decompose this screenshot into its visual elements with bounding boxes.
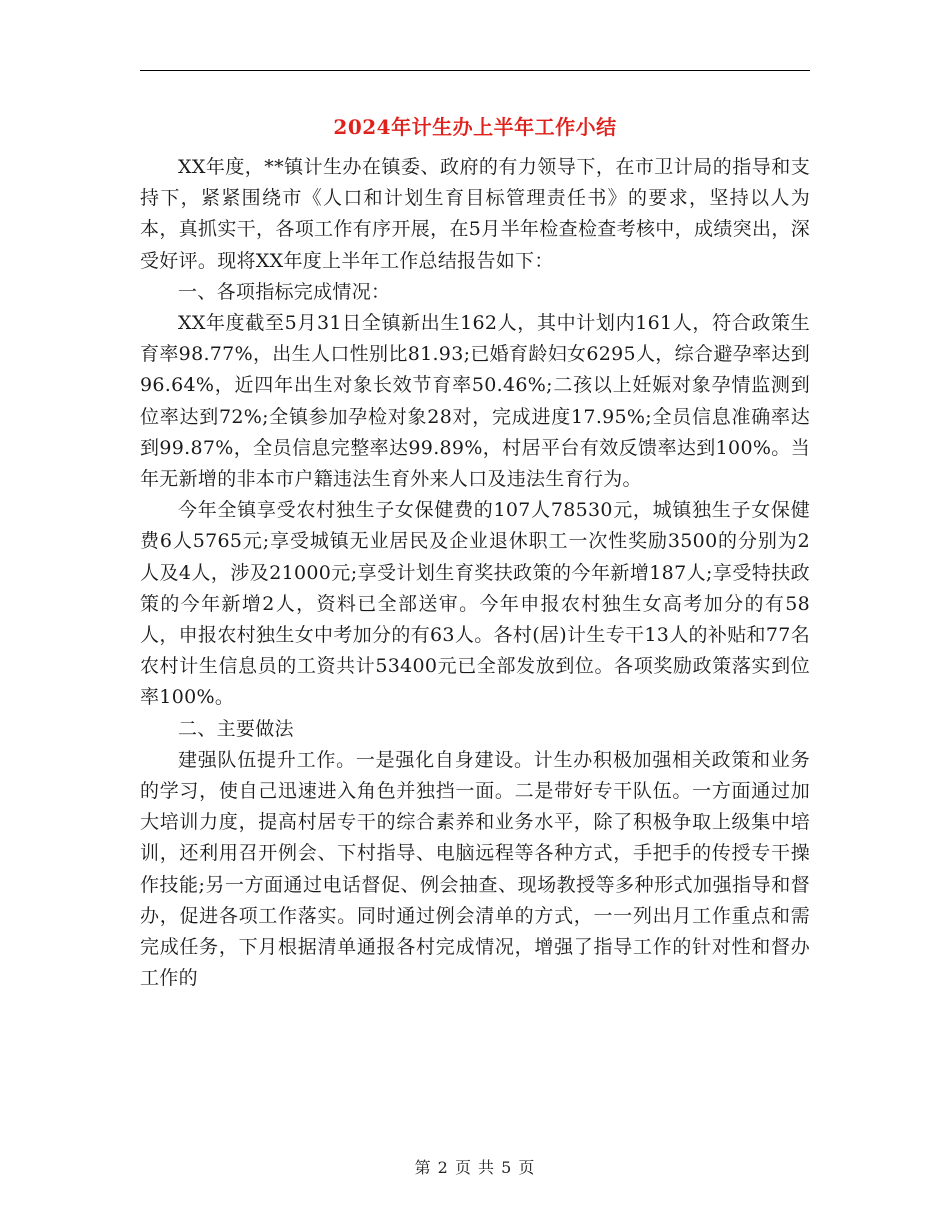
paragraph-intro: XX年度，**镇计生办在镇委、政府的有力领导下，在市卫计局的指导和支持下，紧紧围绕市《人口和计划生育目标管理责任书》的要求，坚持以人为本，真抓实干，各项工作有序开展，在5月半年检查检查考核中，成绩突出，深受好评。现将XX年度上半年工作总结报告如下： — [140, 156, 810, 272]
page-number-footer: 第 2 页 共 5 页 — [414, 1158, 536, 1177]
section-heading-1: 一、各项指标完成情况： — [178, 280, 391, 303]
paragraph-indicators: XX年度截至5月31日全镇新出生162人，其中计划内161人，符合政策生育率98.77%，出生人口性别比81.93;已婚育龄妇女6295人，综合避孕率达到96.64%，近四年出生对象长效节育率50.46%;二孩以上妊娠对象孕情监测到位率达到72%;全镇参加孕检对象28对，完成进度17.95%;全员信息准确率达到99.87%，全员信息完整率达99.89%，村居平台有效反馈率达到100%。当年无新增的非本市户籍违法生育外来人口及违法生育行为。 — [140, 312, 810, 491]
header-rule — [140, 70, 810, 71]
paragraph-subsidies: 今年全镇享受农村独生子女保健费的107人78530元，城镇独生子女保健费6人5765元;享受城镇无业居民及企业退休职工一次性奖励3500的分别为2人及4人，涉及21000元;享受计划生育奖扶政策的今年新增187人;享受特扶政策的今年新增2人，资料已全部送审。今年申报农村独生女高考加分的有58人，申报农村独生女中考加分的有63人。各村(居)计生专干13人的补贴和77名农村计生信息员的工资共计53400元已全部发放到位。各项奖励政策落实到位率100%。 — [140, 499, 810, 709]
document-title: 2024年计生办上半年工作小结 — [333, 115, 617, 139]
paragraph-methods: 建强队伍提升工作。一是强化自身建设。计生办积极加强相关政策和业务的学习，使自己迅速进入角色并独挡一面。二是带好专干队伍。一方面通过加大培训力度，提高村居专干的综合素养和业务水平，除了积极争取上级集中培训，还利用召开例会、下村指导、电脑远程等各种方式，手把手的传授专干操作技能;另一方面通过电话督促、例会抽查、现场教授等多种形式加强指导和督办，促进各项工作落实。同时通过例会清单的方式，一一列出月工作重点和需完成任务，下月根据清单通报各村完成情况，增强了指导工作的针对性和督办工作的 — [140, 748, 810, 990]
section-heading-2: 二、主要做法 — [178, 717, 294, 740]
document-body — [140, 152, 810, 994]
